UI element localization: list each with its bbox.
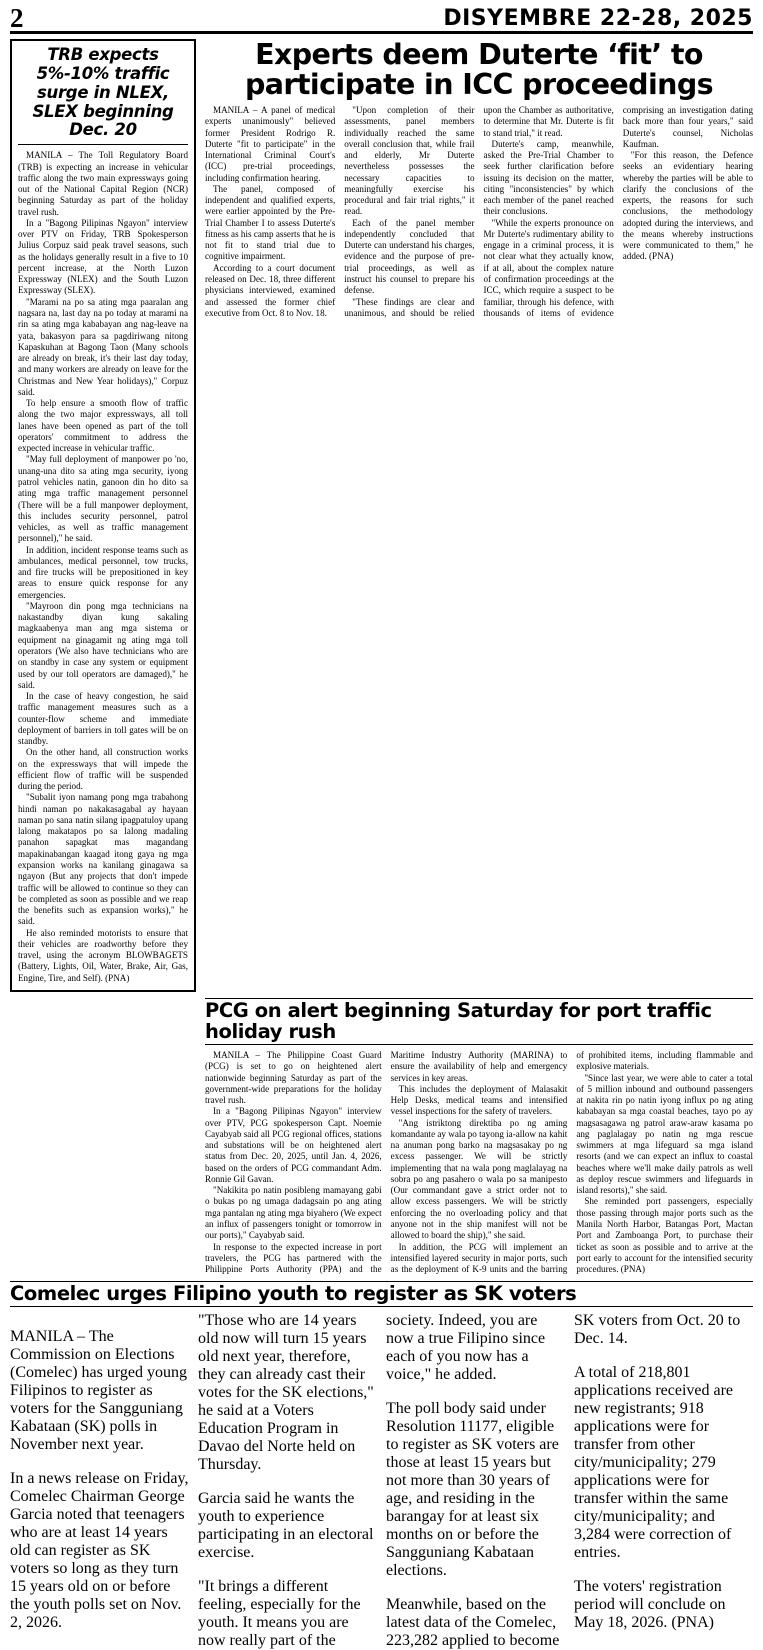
paragraph: MANILA – The Toll Regulatory Board (TRB) is expecting an increase in vehicular traffic along the two main expressways going out of the National Capital Region (NCR) beginning Saturday as part of the holiday travel rush. (18, 150, 188, 217)
paragraph: "Upon completion of their assessments, panel members individually reached the same overall conclusion that, while frail and elderly, Mr Duterte nevertheless possesses the necessary capacities to meaningfully exercise his procedural and fair trial rights," it read. (344, 104, 475, 217)
left-column (10, 39, 196, 992)
paragraph: In response to the expected increase in port travelers, the PCG has partnered with the Philippine Ports Authority (PPA) and the Maritime Industry Authority (MARINA) to ensure the availability of help and emergency services in key areas. (205, 1050, 568, 1275)
paragraph: "Subalit iyon namang pong mga trabahong hindi naman po nakakasagabal ay hayaan naman po sana natin silang ipagpatuloy upang lalong makatapos po sa lalong madaling panahon sapagkat mas magandang mapakinabangan kaagad itong gaya ng mga expansion works na kanilang ginagawa sa ngayon (But any projects that don't impede traffic will be allowed to continue so they can be completed as soon as possible and we reap the benefits such as expansion works)," he said. (18, 792, 188, 927)
paragraph: "While the experts pronounce on Mr Duterte's rudimentary ability to engage in a criminal process, it is not clear what they actually know, if at all, about the complex nature of confirmation proceedings at the ICC, which require a suspect to be familiar, through his defence, with thousands of items of evidence comprising an investigation dating back more than four years," said Duterte's counsel, Nicholas Kaufman. (483, 104, 753, 318)
paragraph: Duterte's camp, meanwhile, asked the Pre-Trial Chamber to seek further clarification before issuing its decision on the matter, citing "inconsistencies" by which each member of the panel reached their conclusions. (483, 138, 614, 217)
paragraph: Meanwhile, based on the latest data of the Comelec, 223,282 applied to become SK voters from Oct. 20 to Dec. 14. (386, 1312, 741, 1650)
paragraph: The voters' registration period will conclude on May 18, 2026. (PNA) (574, 1578, 726, 1632)
paragraph: "Those who are 14 years old now will turn 15 years old next year, therefore, they can already cast their votes for the SK elections," he said at a Voters Education Program in Davao del Norte held on Thursday. (198, 1312, 374, 1474)
top-region (10, 39, 753, 992)
paragraph: In a news release on Friday, Comelec Chairman George Garcia noted that teenagers who are at least 14 years old can register as SK voters so long as they turn 15 years old on or before the youth polls set on Nov. 2, 2026. (10, 1470, 189, 1632)
paragraph: The poll body said under Resolution 11177, eligible to register as SK voters are those at least 15 years but not more than 30 years of age, and residing in the barangay for at least six months on or before the Sangguniang Kabataan elections. (386, 1400, 559, 1580)
paragraph: "Nakikita po natin posibleng mamayang gabi o bukas po ng umaga dadagsain po ang ating mga pantalan ng ating mga biyahero (We expect an influx of passengers tonight or tomorrow in our ports)," Cayabyab said. (205, 1185, 382, 1241)
paragraph: "For this reason, the Defence seeks an evidentiary hearing whereby the parties will be able to clarify the conclusions of the experts, the reasons for such conclusions, the methodology adopted during the interviews, and the means whereby instructions were communicated to them," he added. (PNA) (622, 150, 753, 262)
paragraph: He also reminded motorists to ensure that their vehicles are roadworthy before they travel, using the acronym BLOWBAGETS (Battery, Lights, Oil, Water, Brake, Air, Gas, Engine, Tire, and Self). (PNA) (18, 927, 188, 983)
comelec-headline: Comelec urges Filipino youth to register as SK voters (10, 1281, 753, 1307)
paragraph: "May full deployment of manpower po 'no, unang-una dito sa ating mga security, iyong patrol vehicles natin, ganoon din ho dito sa ating mga traffic management personnel (There will be a full manpower deployment, this includes security personnel, patrol vehicles, as well as traffic management personnel)," he said. (18, 454, 188, 544)
paragraph: In addition, the PCG will implement an intensified layered security in major ports, such as the deployment of K-9 units and the barring of prohibited items, including flammable and explosive materials. (390, 1050, 753, 1275)
paragraph: The panel, composed of independent and qualified experts, were earlier appointed by the Pre-Trial Chamber I to assess Duterte's fitness as his camp asserts that he is not fit to stand trial due to cognitive impairment. (205, 183, 336, 262)
paragraph: In addition, incident response teams such as ambulances, medical personnel, tow trucks, and fire trucks will be prepositioned in key areas to ensure quick response for any emergencies. (18, 544, 188, 600)
lead-headline: Experts deem Duterte ‘fit’ to participate in ICC proceedings (244, 38, 713, 101)
paragraph: "Marami na po sa ating mga paaralan ang nagsara na, last day na po today at marami na rin sa ating mga kababayan ang nag-leave na yata, bakasyon para sa pagdiriwang nitong Kapaskuhan at Bagong Taon (Many schools are already on break, it's their last day today, and many workers are already on leave for the Christmas and New Year holidays)," Corpuz said. (18, 296, 188, 397)
trb-boxed-story (10, 39, 196, 992)
paragraph: MANILA – A panel of medical experts unanimously" believed former President Rodrigo R. Duterte "fit to participate" in the International Criminal Court's (ICC) pre-trial proceedings, including confirmation hearing. (205, 104, 336, 183)
paragraph: This includes the deployment of Malasakit Help Desks, medical teams and intensified vessel inspections for the safety of travelers. (390, 1083, 568, 1117)
paragraph: Garcia said he wants the youth to experience participating in an electoral exercise. (198, 1490, 374, 1562)
paragraph: In a "Bagong Pilipinas Ngayon" interview over PTV, PCG spokesperson Capt. Noemie Cayabyab said all PCG regional offices, stations and substations will be on heightened alert status from Dec. 20, 2025, until Jan. 4, 2026, based on the orders of PCG commandant Adm. Ronnie Gil Gavan. (205, 1106, 382, 1184)
paragraph: "Mayroon din pong mga technicians na nakastandby diyan kung sakaling magkaabenya man ang mga sistema or equipment na ginagamit ng ating mga toll operators (We also have technicians who are on standby in case any system or equipment used by our toll operators are damaged)," he said. (18, 600, 188, 690)
trb-headline: TRB expects 5%-10% traffic surge in NLEX, SLEX beginning Dec. 20 (18, 46, 188, 145)
paragraph: A total of 218,801 applications received are new registrants; 918 applications were for transfer from other city/municipality; 279 applications were for transfer within the same city/municipality; and 3,284 were correction of entries. (574, 1364, 734, 1562)
paragraph: According to a court document released on Dec. 18, three different physicians interviewed, examined and assessed the former chief executive from Oct. 8 to Nov. 18. (205, 262, 336, 318)
paragraph: Each of the panel member independently concluded that Duterte can understand his charges, evidence and the purpose of pre-trial proceedings, as well as instruct his counsel to prepare his defense. (344, 217, 475, 296)
paragraph: "It brings a different feeling, especially for the youth. It means you are now really part of the society. Indeed, you are now a true Filipino since each of you now has a voice," he added. (198, 1312, 546, 1650)
lead-body (205, 105, 753, 319)
paragraph: She reminded port passengers, especially those passing through major ports such as the Manila North Harbor, Batangas Port, Mactan Port and Zamboanga Port, to purchase their ticket as soon as possible and to arrive at the port early to account for the intensified security procedures. (PNA) (576, 1196, 753, 1275)
lead-story (205, 39, 753, 992)
page-number: 2 (10, 3, 24, 33)
paragraph: In the case of heavy congestion, he said traffic management measures such as a counter-flow scheme and immediate deployment of barriers in toll gates will be on standby. (18, 691, 188, 747)
pcg-body (205, 1050, 753, 1275)
paragraph: MANILA – The Philippine Coast Guard (PCG) is set to go on heightened alert nationwide beginning Saturday as part of the government-wide preparations for the holiday travel rush. (205, 1050, 382, 1106)
pcg-headline: PCG on alert beginning Saturday for port traffic holiday rush (205, 998, 753, 1045)
masthead (10, 3, 753, 34)
trb-body (18, 150, 188, 984)
paragraph: "These findings are clear and unanimous, and should be relied upon the Chamber as authoritative, to determine that Mr. Duterte is fit to stand trial," it read. (344, 104, 614, 318)
paragraph: "Since last year, we were able to cater a total of 5 million inbound and outbound passengers at nakita rin po natin iyong influx po ng ating kababayan sa mga coastal beaches, tayo po ay magsasagawa ng patrol araw-araw kasama po ang paglalagay po natin ng mga rescue swimmers at mga lifeguard sa mga island resorts (and we can expect an influx to coastal beaches where we'll make daily patrols as well as deploy rescue swimmers and lifeguards in island resorts)," she said. (576, 1072, 753, 1196)
paragraph: To help ensure a smooth flow of traffic along the two major expressways, all toll lanes have been opened as part of the toll operators' commitment to address the expected increase in vehicular traffic. (18, 398, 188, 454)
comelec-story (10, 1281, 753, 1650)
paragraph: In a "Bagong Pilipinas Ngayon" interview over PTV on Friday, TRB Spokesperson Julius Corpuz said peak travel seasons, such as the holidays generally result in a five to 10 percent increase, at the North Luzon Expressway (NLEX) and the South Luzon Expressway (SLEX). (18, 217, 188, 296)
paragraph: "Ang istriktong direktiba po ng aming komandante ay wala po tayong ia-allow na kahit na anuman pong barko na magsasakay po ng excess passenger. We will be strictly implementing that na wala pong maglalayag na sobra po ang pasahero o wala po sa manipesto (Our commandant gave a strict order not to allow excess passengers. We will be strictly enforcing the no overloading policy and that anyone not in the ship manifest will not be allowed to board the ship)," she said. (390, 1117, 568, 1241)
pcg-story (205, 998, 753, 1275)
paragraph: MANILA – The Commission on Elections (Comelec) has urged young Filipinos to register as voters for the Sangguniang Kabataan (SK) polls in November next year. (10, 1328, 187, 1454)
comelec-body (10, 1312, 753, 1650)
paragraph: On the other hand, all construction works on the expressways that will impede the efficient flow of traffic will be suspended during the period. (18, 747, 188, 792)
masthead-date: DISYEMBRE 22-28, 2025 (443, 6, 753, 32)
